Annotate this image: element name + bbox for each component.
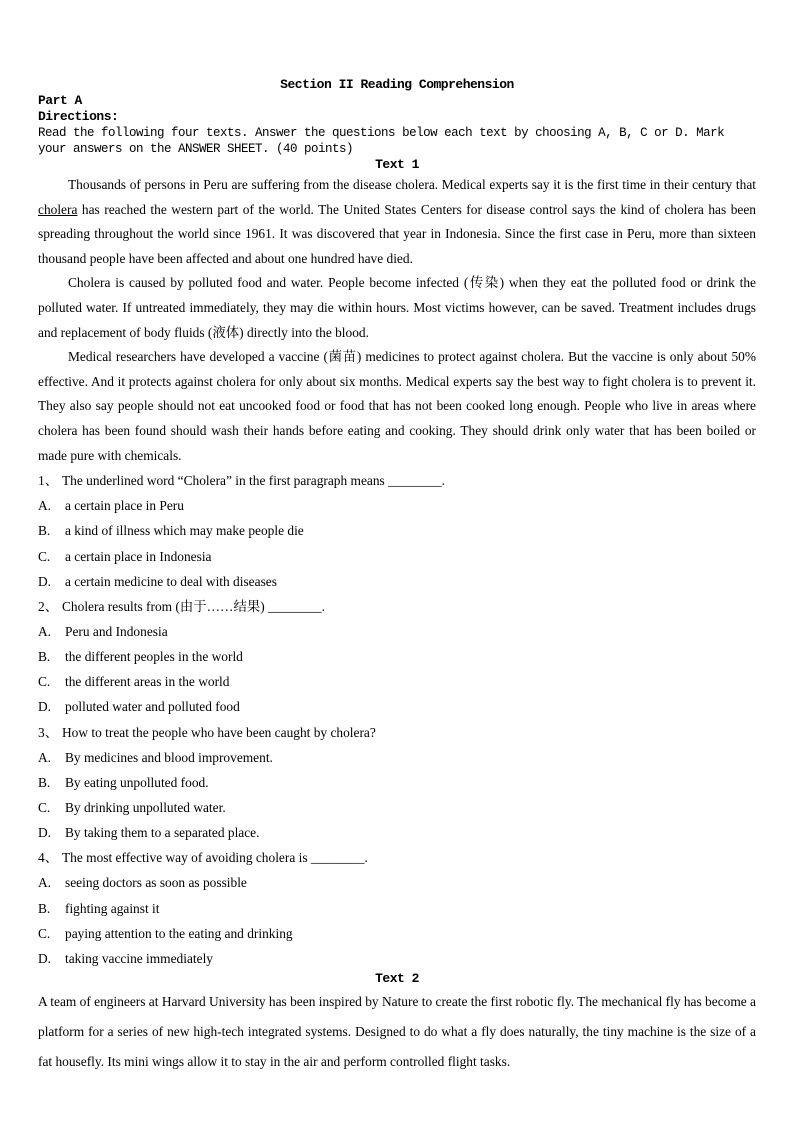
- option-d: [38, 694, 756, 719]
- question-stem: [38, 594, 756, 619]
- option-label: A.: [38, 749, 52, 765]
- option-label: B.: [38, 649, 51, 665]
- option-b: [38, 518, 756, 543]
- option-b: [38, 644, 756, 669]
- option-label: B.: [38, 900, 51, 916]
- option-text: a certain place in Peru: [65, 498, 184, 514]
- option-d: [38, 946, 756, 971]
- option-text: a kind of illness which may make people die: [65, 523, 304, 539]
- directions-text: Read the following four texts. Answer the questions below each text by choosing A, B, C or D. Mark your answers on the ANSWER SHEET. (40 points): [38, 126, 725, 156]
- option-c: [38, 921, 756, 946]
- question-number: 1、: [38, 473, 59, 489]
- option-label: C.: [38, 548, 51, 564]
- text2-paragraph-1: A team of engineers at Harvard University has been inspired by Nature to create the first robotic fly. The mechanical fly has become a platform for a series of new high-tech integrated systems. Designed to do what a fly does naturally, the tiny machine is the size of a fat housefly. Its mini wings allow it to stay in the air and perform controlled flight tasks.: [38, 993, 756, 1069]
- option-label: B.: [38, 523, 51, 539]
- question-stem: [38, 845, 756, 870]
- underlined-word-cholera: cholera: [38, 201, 78, 217]
- option-text: seeing doctors as soon as possible: [65, 875, 247, 891]
- option-d: [38, 569, 756, 594]
- text1-paragraph-3: Medical researchers have developed a vaccine (菌苗) medicines to protect against cholera. But the vaccine is only about 50% effective. And it protects against cholera for only about six months. Medical experts say the best way to fight cholera is to prevent it. They also say people should not eat uncooked food or food that has not been cooked long enough. People who live in areas where cholera has been found should wash their hands before eating and cooking. They should drink only water that has been boiled or made pure with chemicals.: [38, 349, 756, 463]
- option-a: [38, 870, 756, 895]
- option-label: A.: [38, 498, 52, 514]
- text2-heading: Text 2: [375, 970, 419, 986]
- part-label: Part A: [38, 93, 82, 108]
- option-c: [38, 544, 756, 569]
- paragraph-text: Thousands of persons in Peru are suffering from the disease cholera. Medical experts say it is the first time in their century that: [68, 177, 756, 192]
- option-text: fighting against it: [65, 900, 160, 916]
- question-stem-text: The most effective way of avoiding cholera is ________.: [62, 850, 368, 866]
- question-4: [38, 845, 756, 971]
- option-text: the different peoples in the world: [65, 649, 243, 665]
- option-text: a certain place in Indonesia: [65, 548, 212, 564]
- option-text: By drinking unpolluted water.: [65, 799, 226, 815]
- question-stem: [38, 720, 756, 745]
- option-text: Peru and Indonesia: [65, 623, 168, 639]
- option-c: [38, 669, 756, 694]
- option-a: [38, 619, 756, 644]
- question-stem-text: How to treat the people who have been caught by cholera?: [62, 724, 376, 740]
- option-text: By taking them to a separated place.: [65, 825, 260, 841]
- option-label: C.: [38, 799, 51, 815]
- option-label: D.: [38, 950, 52, 966]
- section-title: Section II Reading Comprehension: [280, 77, 514, 92]
- option-c: [38, 795, 756, 820]
- option-b: [38, 770, 756, 795]
- option-a: [38, 745, 756, 770]
- text1-paragraph-1: [38, 173, 756, 271]
- option-label: D.: [38, 825, 52, 841]
- question-number: 3、: [38, 724, 59, 740]
- option-label: C.: [38, 674, 51, 690]
- text1-paragraph-2: Cholera is caused by polluted food and water. People become infected (传染) when they eat the polluted food or drink the polluted water. If untreated immediately, they may die within hours. Most victims however, can be saved. Treatment includes drugs and replacement of body fluids (液体) directly into the blood.: [38, 275, 756, 340]
- question-number: 4、: [38, 850, 59, 866]
- option-text: a certain medicine to deal with diseases: [65, 573, 277, 589]
- option-label: D.: [38, 573, 52, 589]
- text1-heading: Text 1: [375, 157, 419, 172]
- question-1: [38, 468, 756, 594]
- option-text: the different areas in the world: [65, 674, 230, 690]
- option-text: By eating unpolluted food.: [65, 774, 209, 790]
- option-b: [38, 896, 756, 921]
- question-stem: [38, 468, 756, 493]
- option-d: [38, 820, 756, 845]
- question-stem-text: The underlined word “Cholera” in the first paragraph means ________.: [62, 473, 445, 489]
- option-a: [38, 493, 756, 518]
- option-label: A.: [38, 623, 52, 639]
- question-2: [38, 594, 756, 720]
- option-text: By medicines and blood improvement.: [65, 749, 273, 765]
- option-label: A.: [38, 875, 52, 891]
- option-label: D.: [38, 699, 52, 715]
- paragraph-text: has reached the western part of the world. The United States Centers for disease control says the kind of cholera has been spreading throughout the world since 1961. It was discovered that year in Indonesia. Since the first case in Peru, more than sixteen thousand people have been affected and about one hundred have died.: [38, 201, 756, 266]
- question-stem-text: Cholera results from (由于……结果) ________.: [62, 598, 325, 614]
- question-3: [38, 720, 756, 846]
- option-text: paying attention to the eating and drinking: [65, 925, 293, 941]
- directions-label: Directions:: [38, 109, 119, 124]
- option-text: taking vaccine immediately: [65, 950, 213, 966]
- option-text: polluted water and polluted food: [65, 699, 240, 715]
- question-number: 2、: [38, 598, 59, 614]
- option-label: B.: [38, 774, 51, 790]
- option-label: C.: [38, 925, 51, 941]
